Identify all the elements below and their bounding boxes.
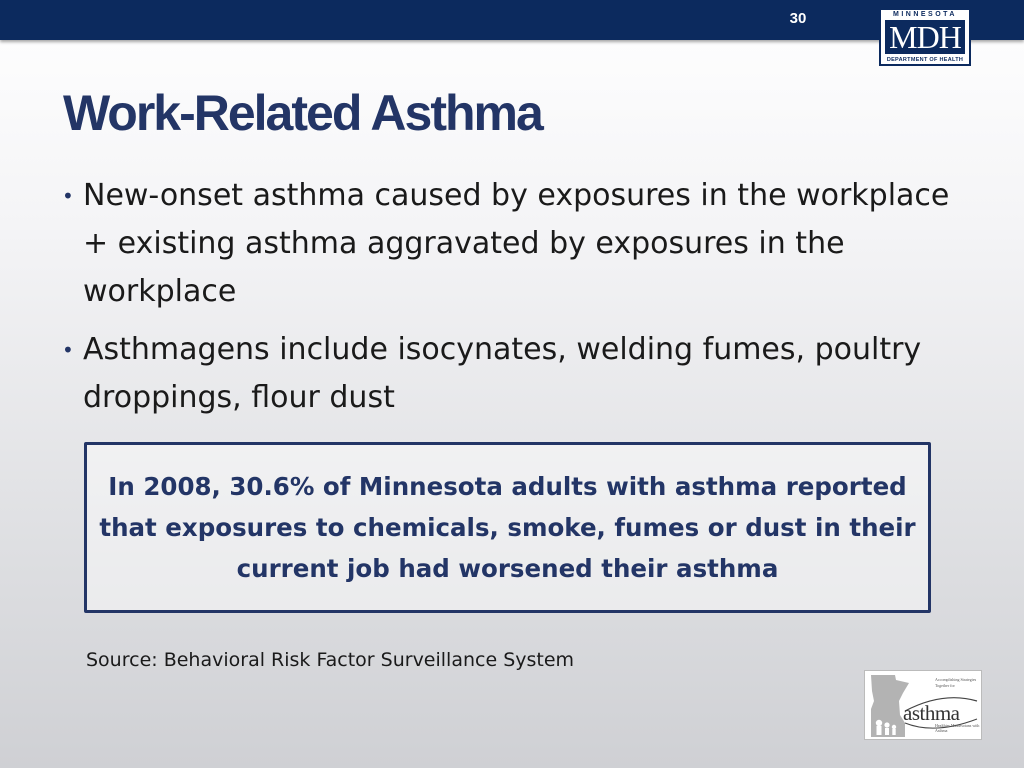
mdh-logo [879, 8, 971, 66]
statistic-callout-box [84, 442, 931, 613]
slide-title: Work-Related Asthma [63, 85, 542, 141]
bullet-dot-icon: • [62, 338, 74, 362]
bullet-text: Asthmagens include isocynates, welding fumes, poultry droppings, flour dust [83, 332, 922, 415]
asthma-logo-tagline-bottom: Healthier Minnesotans with Asthma [935, 723, 980, 733]
callout-text: In 2008, 30.6% of Minnesota adults with asthma reported that exposures to chemicals, smoke, fumes or dust in their current job had worsened their asthma [99, 472, 916, 583]
mdh-logo-bottom-text: DEPARTMENT OF HEALTH [886, 57, 964, 63]
slide-number: 30 [789, 10, 807, 27]
mdh-logo-main-text: MDH [885, 20, 965, 54]
bullet-list [62, 172, 962, 432]
mdh-logo-top-text: MINNESOTA [893, 11, 957, 18]
bullet-item [62, 326, 962, 422]
asthma-logo-word: asthma [903, 701, 960, 725]
asthma-logo-tagline-top: Accomplishing Strategies Together for [935, 677, 977, 688]
bullet-item [62, 172, 962, 316]
asthma-program-logo [864, 670, 982, 740]
bullet-dot-icon: • [62, 184, 74, 208]
source-citation: Source: Behavioral Risk Factor Surveillance System [86, 649, 575, 671]
top-bar [0, 0, 1024, 40]
bullet-text: New-onset asthma caused by exposures in the workplace + existing asthma aggravated by exposures in the workplace [83, 178, 950, 309]
